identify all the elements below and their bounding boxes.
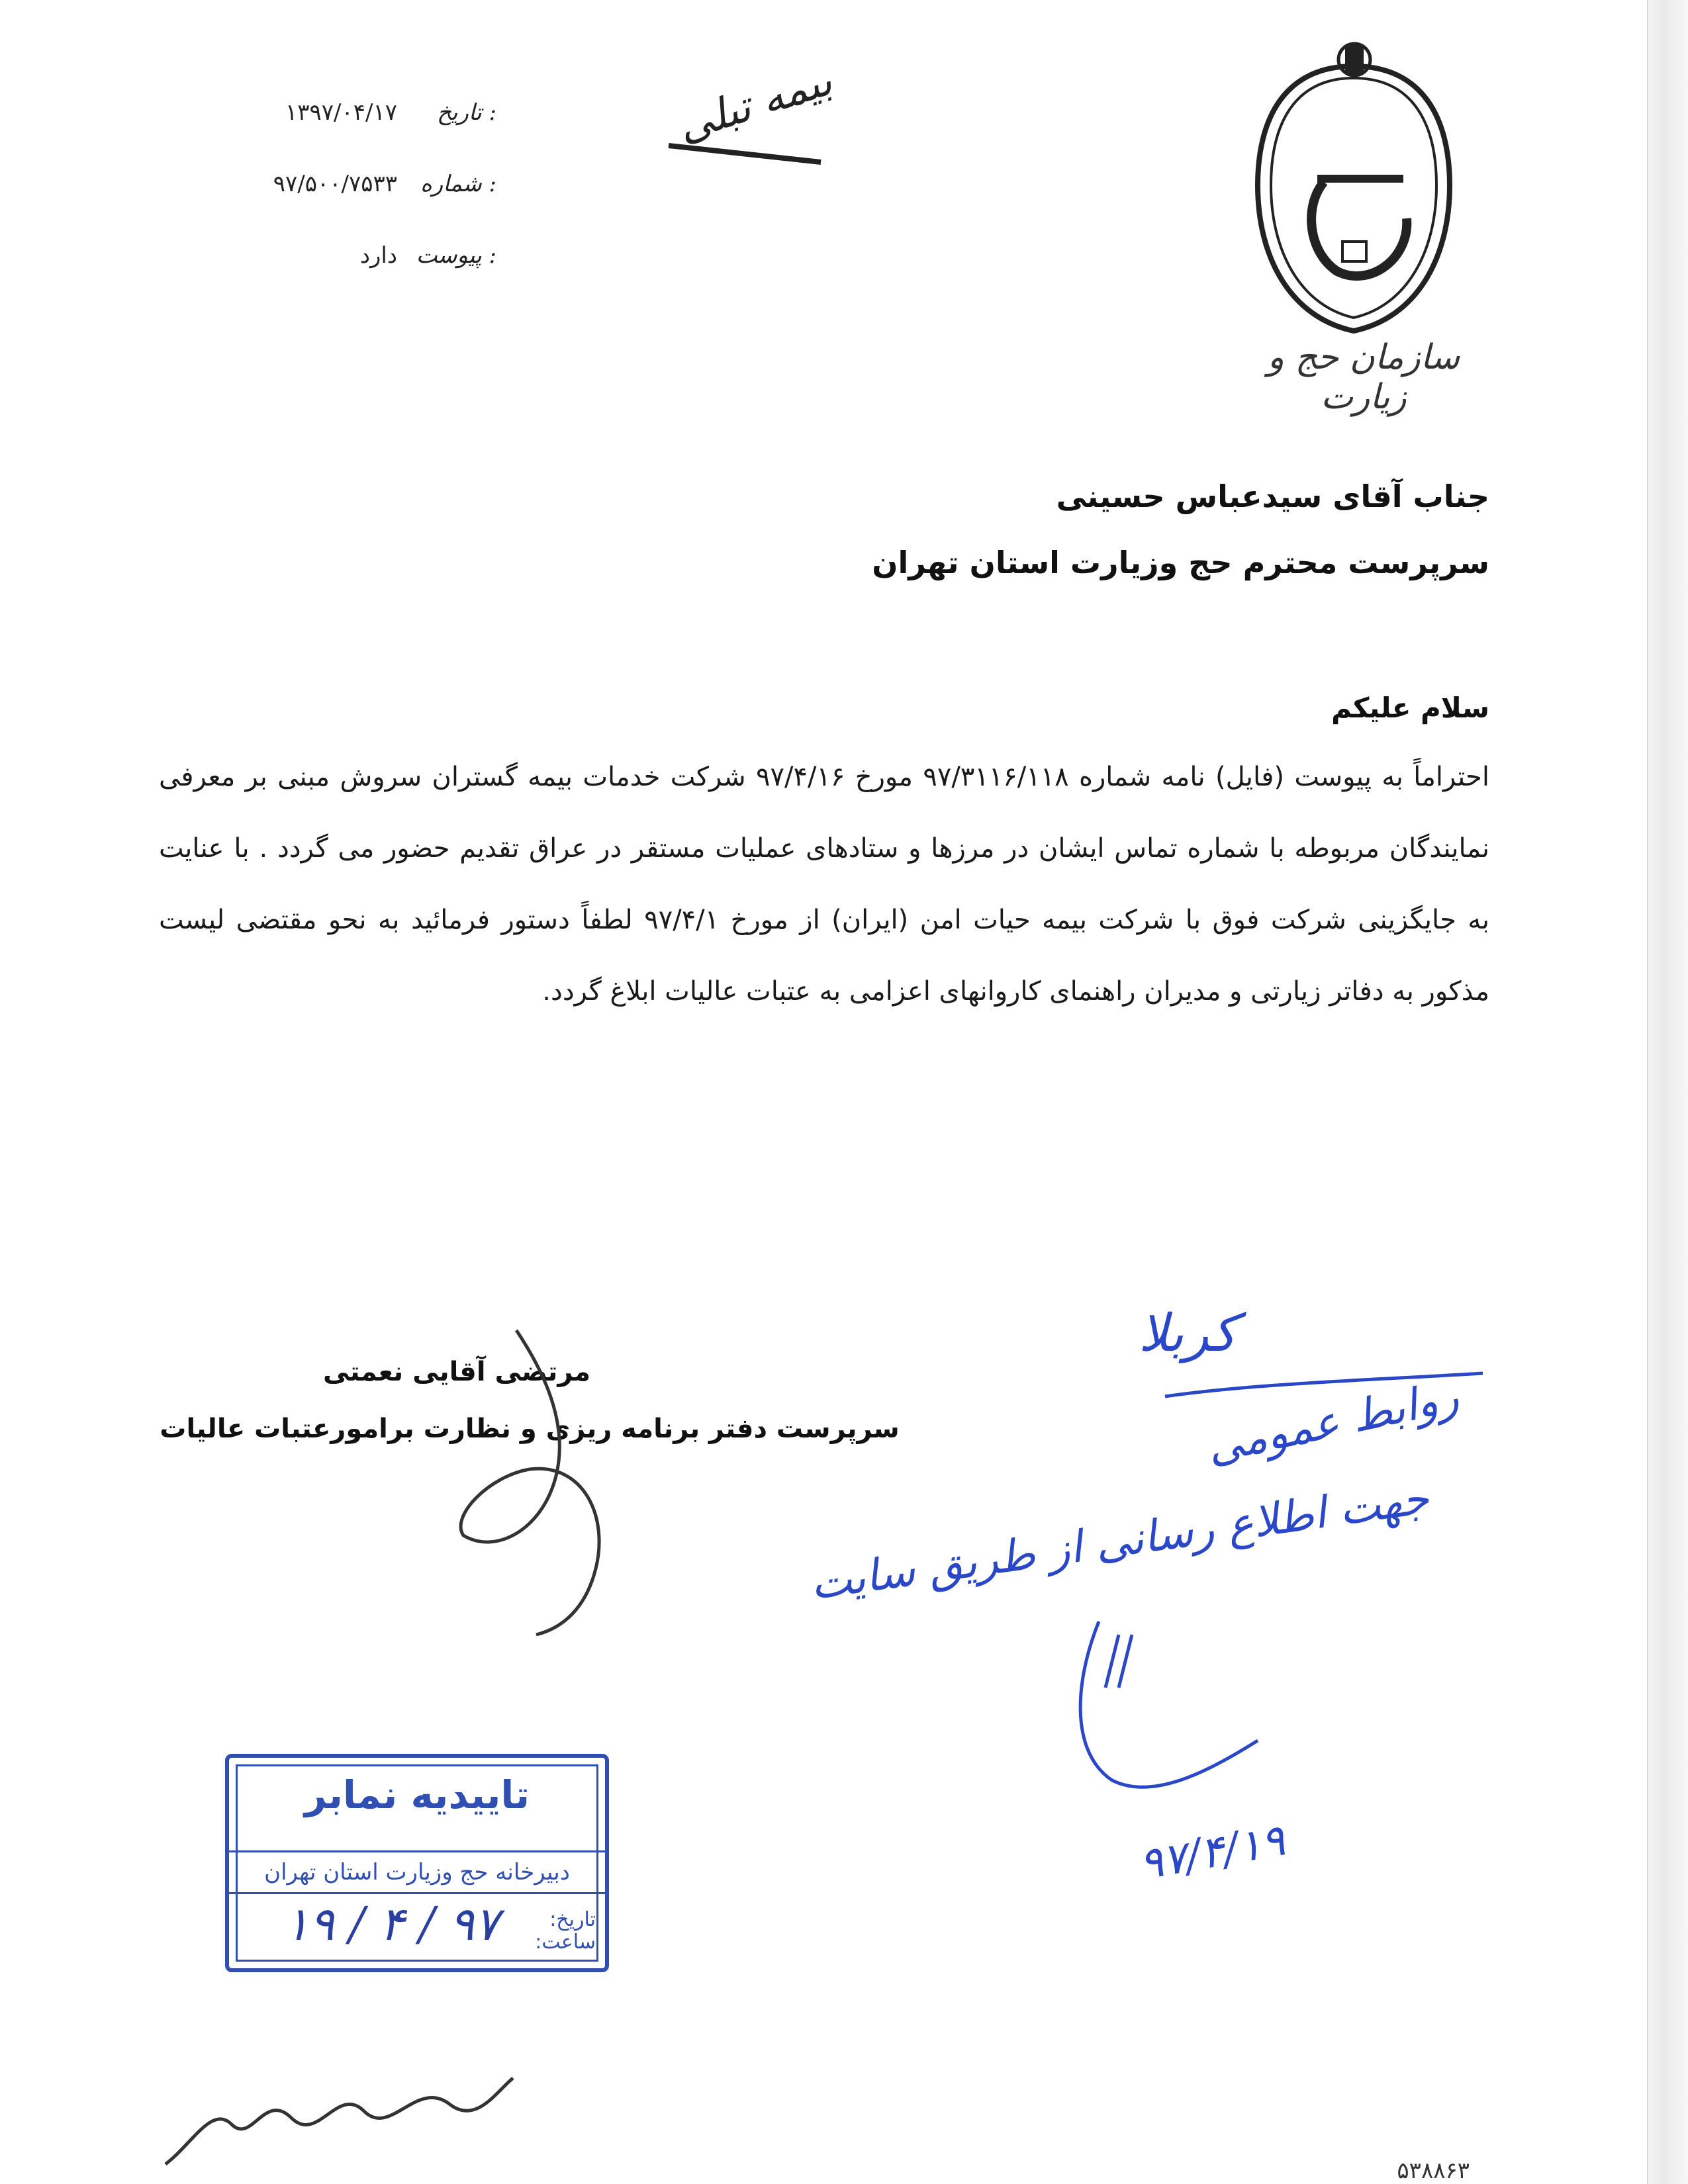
handwritten-referral (728, 1297, 1489, 1893)
number-label: شماره : (420, 171, 496, 197)
letter-metadata (245, 99, 496, 314)
stamp-date-label: تاریخ: (549, 1908, 596, 1931)
footer-number: ۵۳۸۸۶۳ (1397, 2158, 1470, 2184)
signer-title: سرپرست دفتر برنامه ریزی و نظارت برامورعتبات عالیات (160, 1414, 900, 1444)
note-underline (662, 132, 834, 172)
handwriting-date: ۹۷/۴/۱۹ (1135, 1814, 1289, 1890)
salutation: سلام علیکم (1331, 692, 1489, 724)
handwriting-line3: جهت اطلاع رسانی از طریق سایت (807, 1472, 1432, 1610)
handwriting-line1: کربلا (1139, 1304, 1237, 1363)
stamp-date-value: ۹۷ / ۴ / ۱۹ (284, 1897, 499, 1951)
number-row (245, 171, 496, 242)
attachment-row (245, 242, 496, 314)
fax-confirmation-stamp (225, 1754, 609, 1972)
recipient-name: جناب آقای سیدعباس حسینی (1056, 478, 1489, 514)
attachment-value: دارد (359, 242, 397, 269)
date-label: تاریخ : (437, 99, 496, 126)
stamp-time-label: ساعت: (535, 1931, 596, 1954)
letter-body: احتراماً به پیوست (فایل) نامه شماره ۹۷/۳۱۱۶/۱۱۸ مورخ ۹۷/۴/۱۶ شرکت خدمات بیمه گستران سروش مبنی بر معرفی نمایندگان مربوطه با شماره تماس ایشان در مرزها و ستادهای عملیات مستقر در عراق تقدیم حضور می گردد . با عنایت به جایگزینی شرکت فوق با شرکت بیمه حیات امن (ایران) از مورخ ۹۷/۴/۱ لطفاً دستور فرمائید به نحو مقتضی لیست مذکور به دفاتر زیارتی و مدیران راهنمای کاروانهای اعزامی به عتبات عالیات ابلاغ گردد. (159, 762, 1490, 1007)
handwriting-line2: روابط عمومی (1202, 1370, 1463, 1474)
stamp-office: دبیرخانه حج وزیارت استان تهران (229, 1850, 605, 1894)
signer-name: مرتضی آقایی نعمتی (322, 1357, 591, 1387)
recipient-title: سرپرست محترم حج وزیارت استان تهران (872, 545, 1489, 580)
date-value: ۱۳۹۷/۰۴/۱۷ (285, 99, 397, 126)
signer-signature (437, 1317, 635, 1641)
referral-signature (993, 1608, 1271, 1807)
organization-name: سازمان حج و زیارت (1267, 338, 1460, 417)
date-row (245, 99, 496, 171)
stamp-labels (535, 1909, 596, 1954)
footer (0, 2158, 1688, 2184)
stamp-title: تاییدیه نمابر (305, 1772, 530, 1817)
number-value: ۹۷/۵۰۰/۷۵۳۳ (273, 171, 397, 197)
handwritten-note-top: بیمه تبلی (671, 56, 838, 152)
page-edge (1647, 0, 1688, 2184)
recipient-block (563, 463, 1489, 596)
attachment-label: پیوست : (416, 242, 496, 269)
